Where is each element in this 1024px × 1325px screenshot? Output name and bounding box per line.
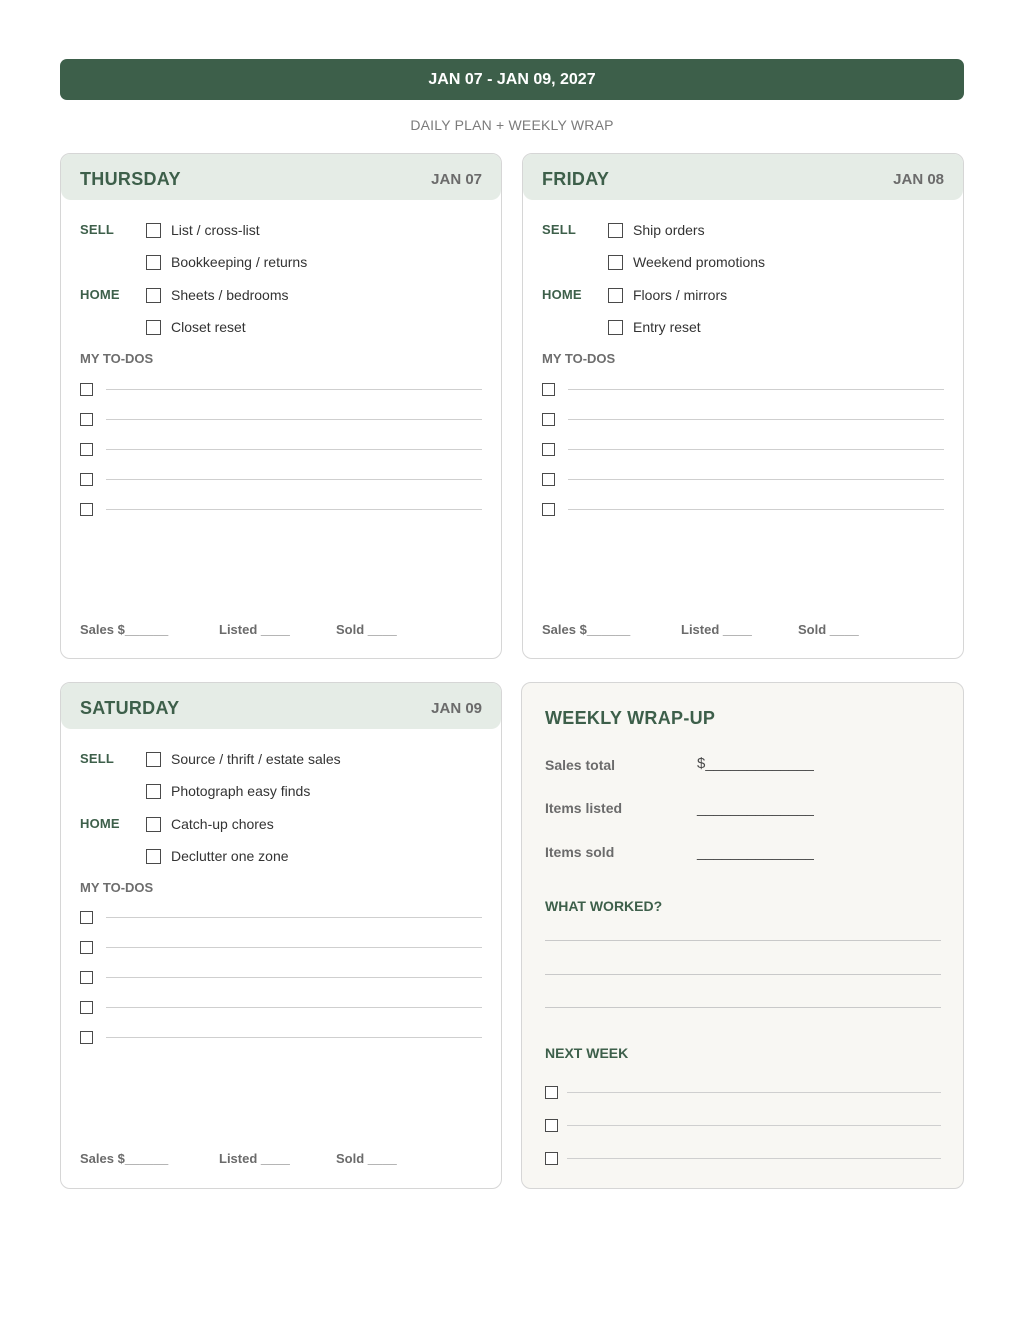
checkbox[interactable] — [542, 383, 555, 396]
checkbox[interactable] — [80, 383, 93, 396]
checkbox[interactable] — [80, 443, 93, 456]
checkbox[interactable] — [545, 1119, 558, 1132]
wrap-title: WEEKLY WRAP-UP — [545, 708, 716, 728]
checkbox[interactable] — [146, 320, 161, 335]
sales-field[interactable]: Sales $______ — [80, 1151, 169, 1166]
items-sold-field[interactable]: ______________ — [697, 844, 814, 861]
items-sold-label: Items sold — [545, 844, 615, 860]
task-item[interactable] — [608, 221, 705, 239]
todo-row[interactable] — [80, 941, 482, 955]
todo-row[interactable] — [80, 911, 482, 925]
checkbox[interactable] — [80, 413, 93, 426]
task-item[interactable] — [608, 286, 727, 304]
write-line[interactable] — [567, 1125, 941, 1126]
task-label: Weekend promotions — [633, 254, 766, 270]
checkbox[interactable] — [608, 320, 623, 335]
task-label: List / cross-list — [171, 222, 260, 238]
task-item[interactable] — [146, 318, 246, 336]
checkbox[interactable] — [542, 473, 555, 486]
task-item[interactable] — [608, 253, 765, 271]
checkbox[interactable] — [80, 1031, 93, 1044]
items-listed-field[interactable]: ______________ — [697, 800, 814, 817]
date-range-banner: JAN 07 - JAN 09, 2027 — [60, 59, 964, 100]
next-week-row[interactable] — [545, 1119, 941, 1133]
task-item[interactable] — [146, 847, 289, 865]
checkbox[interactable] — [146, 288, 161, 303]
checkbox[interactable] — [80, 971, 93, 984]
write-line[interactable] — [545, 1007, 941, 1008]
write-line[interactable] — [106, 1037, 482, 1038]
checkbox[interactable] — [80, 473, 93, 486]
task-item[interactable] — [146, 221, 260, 239]
write-line[interactable] — [106, 419, 482, 420]
sales-total-field[interactable]: $_____________ — [697, 755, 814, 772]
sales-total-label: Sales total — [545, 757, 616, 773]
sell-label: SELL — [80, 751, 115, 766]
sell-label: SELL — [542, 222, 577, 237]
write-line[interactable] — [106, 947, 482, 948]
task-label: Ship orders — [633, 222, 705, 238]
task-label: Photograph easy finds — [171, 783, 311, 799]
listed-field[interactable]: Listed ____ — [681, 622, 752, 637]
checkbox[interactable] — [80, 503, 93, 516]
write-line[interactable] — [545, 940, 941, 941]
write-line[interactable] — [568, 449, 944, 450]
checkbox[interactable] — [608, 255, 623, 270]
day-card-friday — [522, 153, 964, 659]
sold-field[interactable]: Sold ____ — [798, 622, 859, 637]
day-date: JAN 07 — [431, 171, 482, 188]
day-card-thursday — [60, 153, 502, 659]
task-item[interactable] — [608, 318, 701, 336]
checkbox[interactable] — [146, 223, 161, 238]
checkbox[interactable] — [80, 1001, 93, 1014]
checkbox[interactable] — [146, 817, 161, 832]
next-week-row[interactable] — [545, 1086, 941, 1100]
what-worked-label: WHAT WORKED? — [545, 898, 663, 914]
write-line[interactable] — [567, 1158, 941, 1159]
day-name: THURSDAY — [80, 169, 181, 189]
task-label: Catch-up chores — [171, 816, 274, 832]
task-label: Entry reset — [633, 319, 701, 335]
todo-row[interactable] — [80, 1031, 482, 1045]
home-label: HOME — [542, 287, 582, 302]
page-subtitle: DAILY PLAN + WEEKLY WRAP — [410, 117, 614, 133]
day-card-header — [61, 154, 501, 200]
checkbox[interactable] — [80, 911, 93, 924]
checkbox[interactable] — [542, 503, 555, 516]
next-week-label: NEXT WEEK — [545, 1045, 629, 1061]
todos-label: MY TO-DOS — [542, 351, 616, 366]
todo-row[interactable] — [542, 413, 944, 427]
write-line[interactable] — [106, 389, 482, 390]
day-card-saturday — [60, 682, 502, 1189]
next-week-row[interactable] — [545, 1152, 941, 1166]
todo-row[interactable] — [80, 443, 482, 457]
todos-label: MY TO-DOS — [80, 880, 154, 895]
write-line[interactable] — [545, 974, 941, 975]
task-item[interactable] — [146, 286, 289, 304]
checkbox[interactable] — [608, 288, 623, 303]
checkbox[interactable] — [146, 784, 161, 799]
checkbox[interactable] — [80, 941, 93, 954]
task-label: Floors / mirrors — [633, 287, 728, 303]
sold-field[interactable]: Sold ____ — [336, 1151, 397, 1166]
day-name: SATURDAY — [80, 698, 180, 718]
todo-row[interactable] — [80, 473, 482, 487]
write-line[interactable] — [106, 1007, 482, 1008]
sales-field[interactable]: Sales $______ — [80, 622, 169, 637]
task-label: Declutter one zone — [171, 848, 289, 864]
day-date: JAN 09 — [431, 700, 482, 717]
todo-row[interactable] — [80, 383, 482, 397]
write-line[interactable] — [106, 479, 482, 480]
write-line[interactable] — [106, 917, 482, 918]
todo-row[interactable] — [542, 383, 944, 397]
todo-row[interactable] — [80, 971, 482, 985]
checkbox[interactable] — [146, 752, 161, 767]
checkbox[interactable] — [542, 413, 555, 426]
day-card-header — [61, 683, 501, 729]
checkbox[interactable] — [146, 849, 161, 864]
write-line[interactable] — [106, 509, 482, 510]
checkbox[interactable] — [608, 223, 623, 238]
write-line[interactable] — [568, 419, 944, 420]
sold-field[interactable]: Sold ____ — [336, 622, 397, 637]
task-label: Sheets / bedrooms — [171, 287, 289, 303]
checkbox[interactable] — [146, 255, 161, 270]
write-line[interactable] — [568, 389, 944, 390]
checkbox[interactable] — [542, 443, 555, 456]
listed-field[interactable]: Listed ____ — [219, 1151, 290, 1166]
weekly-wrap-card — [521, 682, 964, 1189]
todo-row[interactable] — [542, 443, 944, 457]
day-card-header — [523, 154, 963, 200]
write-line[interactable] — [106, 977, 482, 978]
sales-field[interactable]: Sales $______ — [542, 622, 631, 637]
todo-row[interactable] — [80, 413, 482, 427]
todo-row[interactable] — [542, 473, 944, 487]
write-line[interactable] — [106, 449, 482, 450]
task-label: Closet reset — [171, 319, 246, 335]
day-name: FRIDAY — [542, 169, 610, 189]
task-item[interactable] — [146, 815, 274, 833]
listed-field[interactable]: Listed ____ — [219, 622, 290, 637]
task-label: Source / thrift / estate sales — [171, 751, 341, 767]
task-item[interactable] — [146, 782, 310, 800]
write-line[interactable] — [568, 479, 944, 480]
task-item[interactable] — [146, 253, 307, 271]
todo-row[interactable] — [80, 503, 482, 517]
home-label: HOME — [80, 287, 120, 302]
todo-row[interactable] — [542, 503, 944, 517]
home-label: HOME — [80, 816, 120, 831]
write-line[interactable] — [567, 1092, 941, 1093]
todos-label: MY TO-DOS — [80, 351, 154, 366]
day-date: JAN 08 — [893, 171, 944, 188]
sell-label: SELL — [80, 222, 115, 237]
items-listed-label: Items listed — [545, 800, 623, 816]
checkbox[interactable] — [545, 1152, 558, 1165]
task-item[interactable] — [146, 750, 341, 768]
write-line[interactable] — [568, 509, 944, 510]
task-label: Bookkeeping / returns — [171, 254, 308, 270]
todo-row[interactable] — [80, 1001, 482, 1015]
checkbox[interactable] — [545, 1086, 558, 1099]
